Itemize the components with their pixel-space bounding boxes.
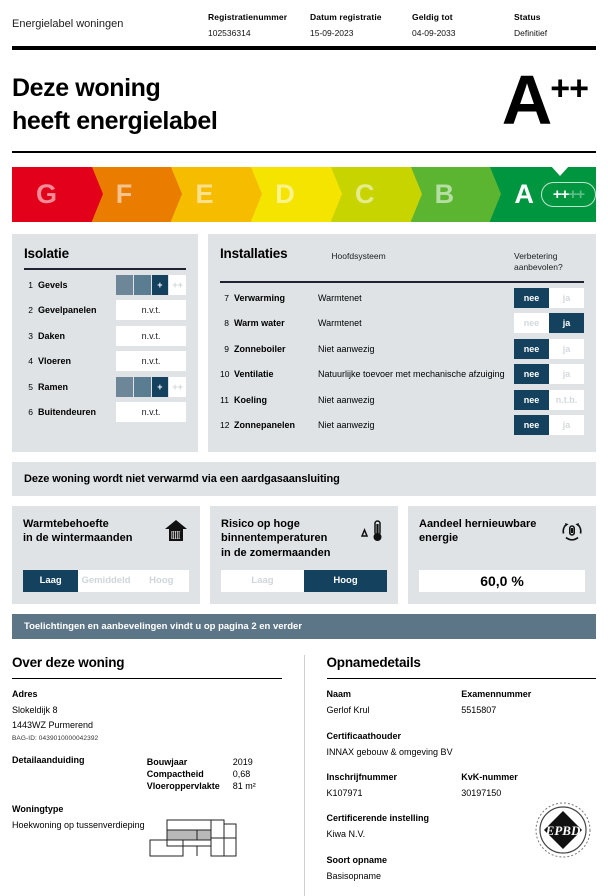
section-divider xyxy=(12,678,282,680)
card-title-line3: in de zomermaanden xyxy=(221,547,331,560)
isolatie-title: Isolatie xyxy=(24,246,69,261)
meta-registratienummer xyxy=(208,12,310,38)
detail-key: Bouwjaar xyxy=(146,756,188,767)
opnamedetails-section xyxy=(304,655,597,896)
header-meta-group xyxy=(208,12,596,38)
card-header xyxy=(419,517,585,547)
hero-divider xyxy=(12,151,596,153)
toggle-option-nee[interactable]: nee xyxy=(514,390,549,410)
soort-opname-value: Basisopname xyxy=(326,870,382,881)
instelling-value: Kiwa N.V. xyxy=(326,829,366,840)
epbd-stamp-icon xyxy=(534,801,592,859)
inschrijfnummer-label: Inschrijfnummer xyxy=(326,771,398,782)
row-number: 6 xyxy=(28,407,33,418)
row-label: Zonneboiler xyxy=(234,343,286,354)
toggle-option-ja[interactable]: ja xyxy=(549,288,584,308)
energy-label-scale xyxy=(12,167,596,222)
rating-segment-3[interactable]: + xyxy=(152,275,170,295)
isolatie-row xyxy=(24,350,186,372)
row-label: Gevels xyxy=(38,279,68,290)
toggle-option-nee[interactable]: nee xyxy=(514,364,549,384)
row-number: 7 xyxy=(224,292,229,303)
warmtebehoefte-card xyxy=(12,506,200,604)
detail-row xyxy=(147,781,282,791)
isolatie-rows xyxy=(24,274,186,424)
panels-row xyxy=(12,234,596,452)
card-title xyxy=(23,517,163,547)
meta-status xyxy=(514,12,596,38)
examennummer-label: Examennummer xyxy=(461,689,532,700)
isolatie-nvt-value: n.v.t. xyxy=(116,326,186,346)
meta-datum-registratie xyxy=(310,12,412,38)
verbetering-header xyxy=(514,246,584,274)
isolatie-nvt-value: n.v.t. xyxy=(116,351,186,371)
kvk-label: KvK-nummer xyxy=(461,771,518,782)
hero-line-1: Deze woning xyxy=(12,74,161,102)
isolatie-header xyxy=(24,246,186,261)
scale-letter: A xyxy=(514,179,534,209)
adres-street: Slokeldijk 8 xyxy=(12,705,58,716)
woningtype-label: Woningtype xyxy=(12,803,64,814)
woningtype-diagram-icon xyxy=(147,808,282,869)
over-deze-woning-section xyxy=(12,655,282,896)
adres-city: 1443WZ Purmerend xyxy=(12,719,94,730)
meta-label: Status xyxy=(514,12,541,22)
installaties-header xyxy=(220,246,584,274)
verbetering-toggle[interactable] xyxy=(514,339,584,359)
scale-letter: E xyxy=(195,179,214,209)
section-divider xyxy=(327,678,597,680)
hoofdsysteem-value: Niet aanwezig xyxy=(318,343,375,354)
naam-field xyxy=(327,689,462,717)
risico-options[interactable] xyxy=(221,570,387,592)
scale-segment-f xyxy=(92,167,172,222)
detailaanduiding-label-wrap xyxy=(12,755,147,791)
examennummer-field xyxy=(461,689,596,717)
installatie-row xyxy=(220,389,584,411)
row-number: 5 xyxy=(28,381,33,392)
row-number: 8 xyxy=(224,318,229,329)
meta-label: Datum registratie xyxy=(310,12,382,22)
risico-card xyxy=(210,506,398,604)
naam-block xyxy=(327,689,597,717)
verbetering-toggle[interactable] xyxy=(514,313,584,333)
isolatie-panel xyxy=(12,234,198,452)
card-header xyxy=(221,517,387,562)
option-laag[interactable]: Laag xyxy=(23,570,78,592)
detail-values xyxy=(147,755,282,791)
row-label: Gevelpanelen xyxy=(38,305,97,316)
isolatie-row xyxy=(24,299,186,321)
installaties-title: Installaties xyxy=(220,246,288,261)
scale-segment-b xyxy=(411,167,491,222)
toggle-option-ja[interactable]: ja xyxy=(549,339,584,359)
meta-geldig-tot xyxy=(412,12,514,38)
installatie-row xyxy=(220,338,584,360)
certificaathouder-label: Certificaathouder xyxy=(326,730,402,741)
isolatie-rating-bar[interactable] xyxy=(116,377,186,397)
installatie-row xyxy=(220,287,584,309)
row-label: Daken xyxy=(38,330,66,341)
detail-row xyxy=(147,757,282,767)
meta-label: Geldig tot xyxy=(412,12,453,22)
gas-banner: Deze woning wordt niet verwarmd via een aardgasaansluiting xyxy=(12,462,596,496)
woningtype-text xyxy=(12,804,147,869)
scale-letter: G xyxy=(36,179,58,209)
card-title xyxy=(221,517,361,562)
naam-value: Gerlof Krul xyxy=(326,705,370,716)
card-title-line1: Aandeel hernieuwbare xyxy=(419,517,537,530)
card-title-line2: in de wintermaanden xyxy=(23,532,133,545)
hoofdsysteem-value: Warmtenet xyxy=(318,318,362,329)
card-title-line1: Risico op hoge xyxy=(221,517,300,530)
card-title-line2: binnentemperaturen xyxy=(221,532,328,545)
toggle-option-nee[interactable]: nee xyxy=(514,313,549,333)
rating-segment-3[interactable]: + xyxy=(152,377,170,397)
hero-heading xyxy=(12,68,502,137)
isolatie-rating-bar[interactable] xyxy=(116,275,186,295)
installaties-divider xyxy=(220,281,584,283)
row-number: 10 xyxy=(220,369,230,380)
energy-label-letter-large xyxy=(501,61,596,139)
document-header xyxy=(12,0,596,38)
rating-segment-1[interactable] xyxy=(116,275,134,295)
label-plus: ++ xyxy=(550,69,588,108)
card-title xyxy=(419,517,559,547)
verbetering-toggle[interactable] xyxy=(514,288,584,308)
card-title-line1: Warmtebehoefte xyxy=(23,517,109,530)
hernieuwbare-percentage: 60,0 % xyxy=(419,570,585,592)
detail-row xyxy=(147,769,282,779)
rating-segment-2[interactable] xyxy=(134,275,152,295)
meta-value: 102536314 xyxy=(208,28,251,38)
toggle-option-nee[interactable]: nee xyxy=(514,288,549,308)
rating-segment-4[interactable]: ++ xyxy=(169,275,186,295)
toggle-option-ja[interactable]: ja xyxy=(549,313,584,333)
installatie-row xyxy=(220,363,584,385)
hoofdsysteem-value: Niet aanwezig xyxy=(318,394,375,405)
thermometer-warning-icon xyxy=(361,517,387,545)
hero-section xyxy=(12,61,596,139)
detail-value: 2019 xyxy=(232,756,253,767)
adres-block xyxy=(12,689,282,742)
hoofdsysteem-value: Niet aanwezig xyxy=(318,420,375,431)
renewable-energy-icon xyxy=(559,517,585,545)
row-label: Zonnepanelen xyxy=(234,420,296,431)
meta-value: 15-09-2023 xyxy=(310,28,354,38)
detailaanduiding-block xyxy=(12,755,282,791)
status-badge: Definitief xyxy=(514,28,548,38)
row-number: 1 xyxy=(28,279,33,290)
installatie-row xyxy=(220,312,584,334)
rating-segment-1[interactable] xyxy=(116,377,134,397)
verbetering-header-line2: aanbevolen? xyxy=(514,262,563,273)
isolatie-row xyxy=(24,325,186,347)
scale-segment-e xyxy=(171,167,251,222)
bag-id: BAG-ID: 0439010000042392 xyxy=(12,734,99,742)
option-laag[interactable]: Laag xyxy=(251,575,274,587)
meta-value: 04-09-2033 xyxy=(412,28,456,38)
meta-label: Registratienummer xyxy=(208,12,288,22)
row-label: Koeling xyxy=(234,394,267,405)
opnamedetails-title: Opnamedetails xyxy=(326,654,421,670)
row-number: 9 xyxy=(224,343,229,354)
metric-cards xyxy=(12,506,596,604)
row-number: 3 xyxy=(28,330,33,341)
isolatie-nvt-value: n.v.t. xyxy=(116,402,186,422)
inschrijfnummer-value: K107971 xyxy=(326,787,363,798)
row-label: Ventilatie xyxy=(234,369,274,380)
verbetering-toggle[interactable] xyxy=(514,364,584,384)
toggle-option-ja[interactable]: ja xyxy=(549,415,584,435)
isolatie-row xyxy=(24,274,186,296)
certificaathouder-block xyxy=(327,731,597,759)
kvk-field xyxy=(461,772,596,800)
row-number: 12 xyxy=(220,420,230,431)
detail-key: Vloeroppervlakte xyxy=(146,780,220,791)
examennummer-value: 5515807 xyxy=(461,705,497,716)
toggle-option-ja[interactable]: ja xyxy=(549,364,584,384)
document-title: Energielabel woningen xyxy=(12,18,124,30)
naam-label: Naam xyxy=(326,689,352,700)
kvk-value: 30197150 xyxy=(461,787,502,798)
warmtebehoefte-options[interactable] xyxy=(23,570,189,592)
instelling-label: Certificerende instelling xyxy=(326,813,430,824)
scale-segment-c xyxy=(331,167,411,222)
scale-segment-d xyxy=(251,167,331,222)
installaties-panel xyxy=(208,234,596,452)
verbetering-toggle[interactable] xyxy=(514,390,584,410)
scale-letter: D xyxy=(275,179,295,209)
header-divider xyxy=(12,46,596,50)
row-number: 4 xyxy=(28,356,33,367)
soort-opname-label: Soort opname xyxy=(326,854,388,865)
bottom-sections xyxy=(12,655,596,896)
certificaathouder-value: INNAX gebouw & omgeving BV xyxy=(326,746,453,757)
inschrijfnummer-field xyxy=(327,772,462,800)
toggle-option-nee[interactable]: nee xyxy=(514,339,549,359)
woningtype-value: Hoekwoning op tussenverdieping xyxy=(12,819,145,830)
adres-label: Adres xyxy=(12,689,38,700)
over-deze-woning-title: Over deze woning xyxy=(12,654,125,670)
isolatie-divider xyxy=(24,268,186,270)
hoofdsysteem-value: Warmtenet xyxy=(318,292,362,303)
option-hoog[interactable]: Hoog xyxy=(304,570,387,592)
isolatie-row xyxy=(24,401,186,423)
option-hoog[interactable]: Hoog xyxy=(149,575,174,587)
hoofdsysteem-header: Hoofdsysteem xyxy=(331,251,386,261)
option-gemiddeld[interactable]: Gemiddeld xyxy=(81,575,131,587)
scale-plus-badge xyxy=(541,182,596,207)
row-number: 2 xyxy=(28,305,33,316)
detail-value: 0,68 xyxy=(232,768,251,779)
isolatie-row xyxy=(24,376,186,398)
note-banner: Toelichtingen en aanbevelingen vindt u op pagina 2 en verder xyxy=(12,614,596,639)
detail-value: 81 m² xyxy=(232,780,256,791)
row-label: Ramen xyxy=(38,381,69,392)
hero-line-2: heeft energielabel xyxy=(12,106,218,135)
isolatie-nvt-value: n.v.t. xyxy=(116,300,186,320)
scale-segment-a xyxy=(490,167,596,222)
detail-key: Compactheid xyxy=(146,768,204,779)
installaties-rows xyxy=(220,287,584,437)
scale-segment-g xyxy=(12,167,92,222)
scale-letter: F xyxy=(115,179,133,209)
verbetering-toggle[interactable] xyxy=(514,415,584,435)
svg-text:EPBD: EPBD xyxy=(545,823,581,838)
woningtype-block xyxy=(12,804,282,869)
rating-segment-4[interactable]: ++ xyxy=(169,377,186,397)
badge-plus-inactive: ++ xyxy=(568,186,584,203)
card-header xyxy=(23,517,189,547)
inschrijf-kvk-block xyxy=(327,772,597,800)
label-letter: A xyxy=(501,61,551,139)
badge-plus-active: ++ xyxy=(552,186,569,203)
toggle-option-nee[interactable]: nee xyxy=(514,415,549,435)
card-title-line2: energie xyxy=(419,532,459,545)
rating-segment-2[interactable] xyxy=(134,377,152,397)
row-label: Verwarming xyxy=(234,292,286,303)
hernieuwbare-energie-card xyxy=(408,506,596,604)
detailaanduiding-label: Detailaanduiding xyxy=(12,754,85,765)
scale-letter: B xyxy=(434,179,455,209)
toggle-option-ja[interactable]: n.t.b. xyxy=(549,390,584,410)
installatie-row xyxy=(220,414,584,436)
row-label: Warm water xyxy=(234,318,285,329)
hoofdsysteem-value: Natuurlijke toevoer met mechanische afzuiging xyxy=(318,369,505,380)
row-label: Vloeren xyxy=(38,356,72,367)
verbetering-header-line1: Verbetering xyxy=(514,251,558,261)
row-label: Buitendeuren xyxy=(38,407,97,418)
row-number: 11 xyxy=(220,394,229,405)
house-heat-icon xyxy=(163,517,189,545)
scale-letter: C xyxy=(354,179,375,209)
active-label-pointer-icon xyxy=(551,166,569,176)
